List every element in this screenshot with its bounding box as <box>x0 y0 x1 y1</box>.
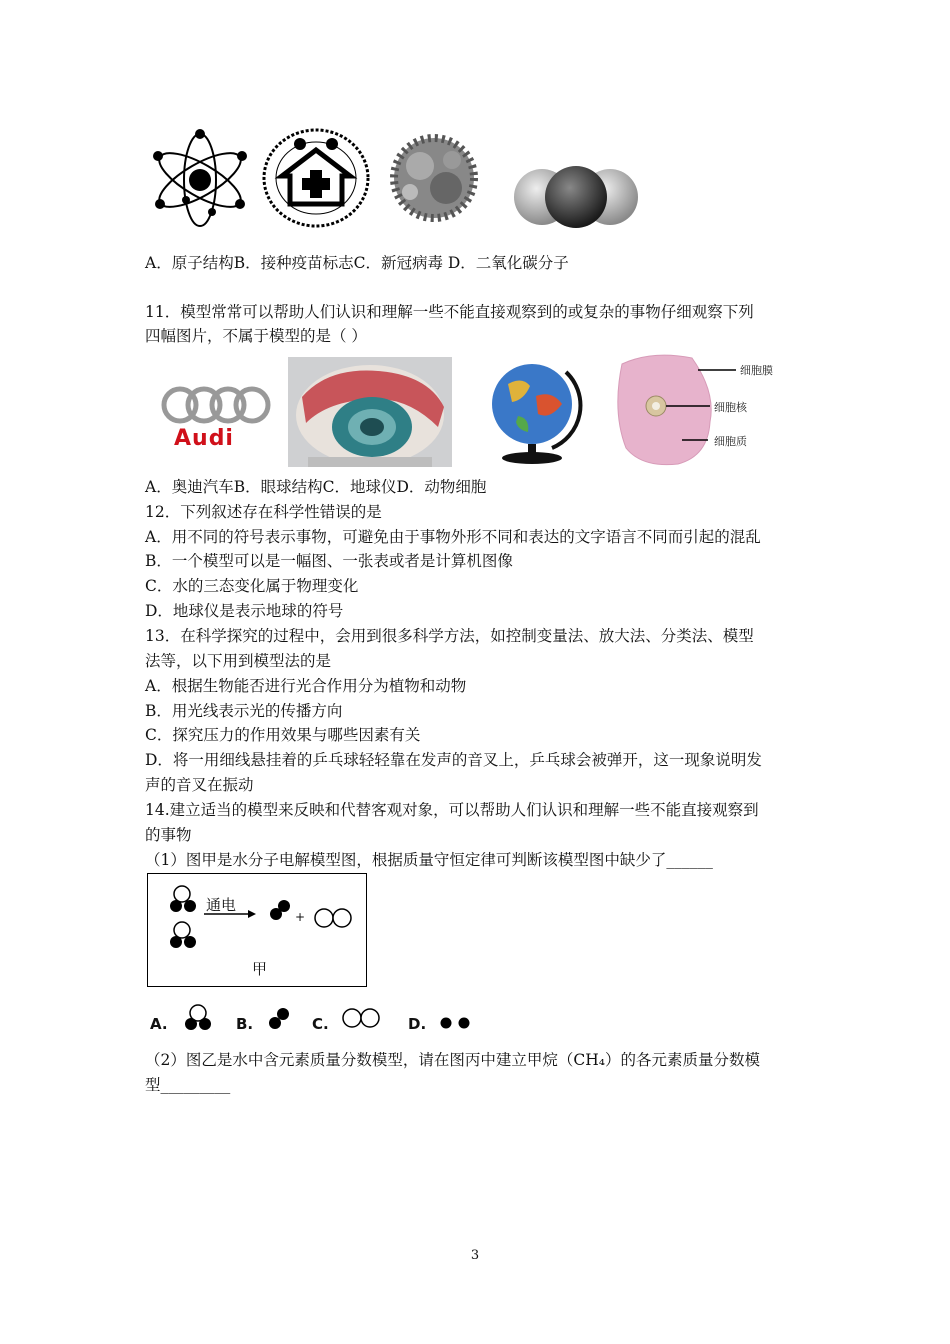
option-d-two-hydrogen-atoms-icon <box>436 1014 476 1032</box>
q14-sub2-line2: 型_________ <box>145 1076 231 1094</box>
page-number: 3 <box>470 1248 480 1263</box>
q14-sub2-line1: （2）图乙是水中含元素质量分数模型，请在图丙中建立甲烷（CH₄）的各元素质量分数模 <box>145 1051 760 1069</box>
q14-option-c-label: C. <box>312 1015 329 1033</box>
q11-stem-line2: 四幅图片，不属于模型的是（ ） <box>145 327 367 345</box>
globe-image <box>478 356 590 466</box>
co2-molecule-image <box>512 164 640 230</box>
q11-options: A．奥迪汽车B．眼球结构C．地球仪D．动物细胞 <box>145 478 487 496</box>
q13-stem-line1: 13．在科学探究的过程中，会用到很多科学方法，如控制变量法、放大法、分类法、模型 <box>145 627 754 645</box>
option-c-oxygen-molecule-icon <box>340 1005 384 1031</box>
q12-option-c: C．水的三态变化属于物理变化 <box>145 577 359 595</box>
q10-options: A．原子结构B．接种疫苗标志C．新冠病毒 D．二氧化碳分子 <box>145 254 569 272</box>
cytoplasm-label: 细胞质 <box>714 435 747 448</box>
q14-option-d-label: D. <box>408 1015 427 1033</box>
q12-option-b: B．一个模型可以是一幅图、一张表或者是计算机图像 <box>145 552 513 570</box>
q13-option-d-line1: D．将一用细线悬挂着的乒乓球轻轻靠在发声的音叉上，乒乓球会被弹开，这一现象说明发 <box>145 751 762 769</box>
figure-jia-box <box>147 873 367 987</box>
q12-stem: 12．下列叙述存在科学性错误的是 <box>145 503 382 521</box>
q13-stem-line2: 法等，以下用到模型法的是 <box>145 652 332 670</box>
q13-option-a: A．根据生物能否进行光合作用分为植物和动物 <box>145 677 467 695</box>
cell-nucleus-label: 细胞核 <box>714 401 747 414</box>
q14-stem-line1: 14.建立适当的模型来反映和代替客观对象，可以帮助人们认识和理解一些不能直接观察到 <box>145 801 759 819</box>
option-a-water-molecule-icon <box>180 1003 216 1033</box>
q13-option-c: C．探究压力的作用效果与哪些因素有关 <box>145 726 421 744</box>
atom-structure-image <box>150 128 250 228</box>
vaccination-logo-image <box>262 128 370 228</box>
arrow-label: 通电 <box>206 896 237 914</box>
coronavirus-image <box>380 126 488 230</box>
audi-wordmark: Audi <box>174 426 234 451</box>
q13-option-b: B．用光线表示光的传播方向 <box>145 702 343 720</box>
q12-option-d: D．地球仪是表示地球的符号 <box>145 602 344 620</box>
q14-stem-line2: 的事物 <box>145 826 192 844</box>
cell-membrane-label: 细胞膜 <box>740 364 773 377</box>
q13-option-d-line2: 声的音叉在振动 <box>145 776 254 794</box>
q14-option-a-label: A. <box>150 1015 168 1033</box>
eyeball-model-image <box>288 357 452 467</box>
q14-option-b-label: B. <box>236 1015 254 1033</box>
option-b-hydrogen-molecule-icon <box>266 1003 294 1033</box>
q14-sub1: （1）图甲是水分子电解模型图，根据质量守恒定律可判断该模型图中缺少了______ <box>145 851 713 869</box>
q11-stem-line1: 11．模型常常可以帮助人们认识和理解一些不能直接观察到的或复杂的事物仔细观察下列 <box>145 303 754 321</box>
q12-option-a: A．用不同的符号表示事物，可避免由于事物外形不同和表达的文字语言不同而引起的混乱 <box>145 528 761 546</box>
figure-jia-label: 甲 <box>252 960 268 978</box>
plus-sign: + <box>295 910 306 924</box>
